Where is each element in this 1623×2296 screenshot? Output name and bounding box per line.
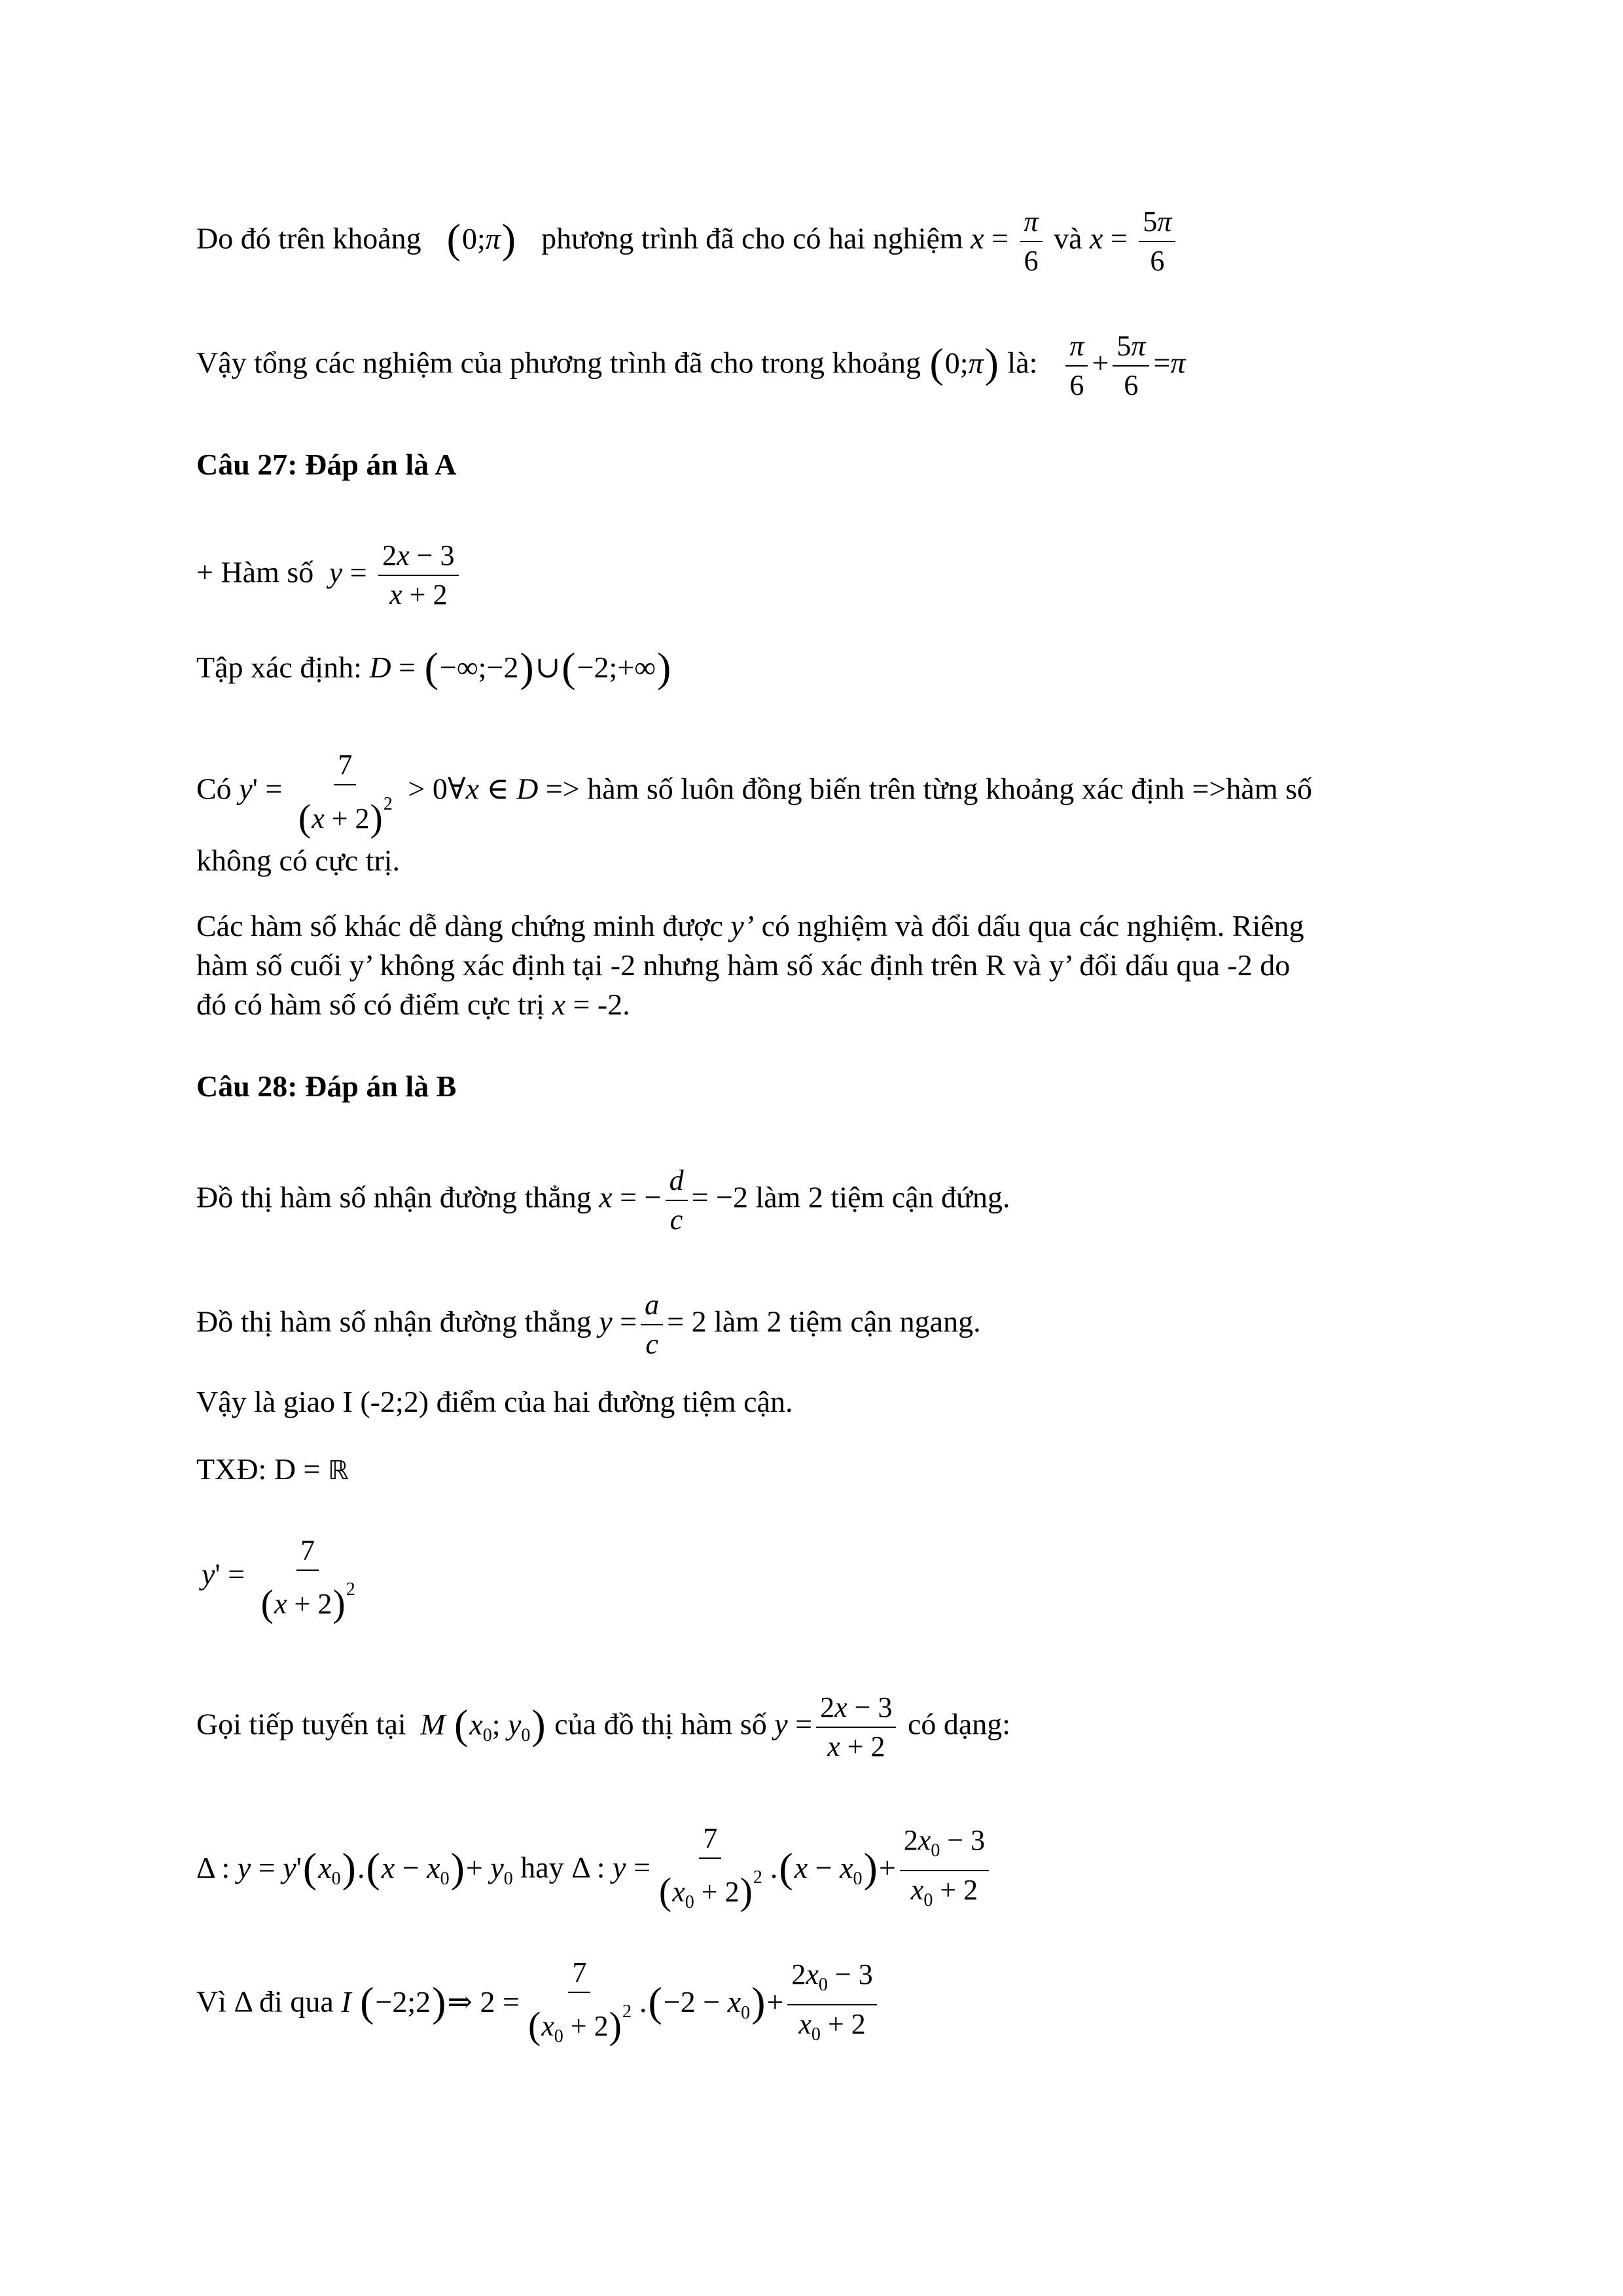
text: + Hàm số	[196, 555, 314, 589]
q28-line-1: Đồ thị hàm số nhận đường thẳng x = − $\frac{d}{c}$ = −2 làm 2 tiệm cận đứng.	[196, 1162, 1440, 1239]
text: hàm số cuối y’ không xác định tại -2 nhưng hàm số xác định trên R và y’ đổi dấu qua -2 do	[196, 948, 1291, 982]
q28-derivative: y' = $\frac{7}{(x + 2)^2}$	[202, 1532, 1445, 1623]
text: y’	[730, 909, 755, 942]
q28-line-2: Đồ thị hàm số nhận đường thẳng y = $\frac{a}{c}$ = 2 làm 2 tiệm cận ngang.	[196, 1286, 1440, 1363]
text: Có	[196, 772, 232, 806]
fraction-tangent-y0: $\frac{2x_0 - 3}{x_0 + 2}$	[787, 1956, 876, 2054]
q28-line-3: Vậy là giao I (-2;2) điểm của hai đường tiệm cận.	[196, 1385, 793, 1418]
fraction-5pi-6: $\frac{5\pi}{6}$	[1113, 327, 1149, 404]
text: có nghiệm và đổi dấu qua các nghiệm. Riêng	[761, 909, 1304, 942]
fraction-pi-6: $\frac{\pi}{6}$	[1065, 327, 1088, 404]
q28-line-7: Vì Δ đi qua I (−2;2)⇒ 2 = $\frac{7}{(x_0 + 2)^2}$ $.(-2 - x_0)+$ $\frac{2x_0 - 3}{x_0 + 2}$	[196, 1954, 1440, 2056]
fraction-function: $\frac{2x - 3}{x + 2}$	[816, 1689, 896, 1766]
math-root-2: x =	[1090, 221, 1128, 255]
q27-line-1: + Hàm số y = $\frac{2x - 3}{x + 2}$	[196, 537, 1440, 614]
q28-line-6: Δ : $y = y'(x_0).(x - x_0)+ y_0$ hay Δ : y = $\frac{7}{(x_0 + 2)^2}$ $.(x - x_0)+$ $\frac{2x_0 - 3}{x_0 + 2}$	[196, 1820, 1440, 1922]
text: có dạng:	[907, 1707, 1011, 1741]
fraction-5pi-6: $\frac{5\pi}{6}$	[1139, 203, 1175, 280]
text: của đồ thị hàm số	[554, 1707, 767, 1741]
text: phương trình đã cho có hai nghiệm	[541, 221, 963, 255]
q28-line-4: TXĐ: D = ℝ	[196, 1452, 349, 1486]
math-root-1: x =	[971, 221, 1009, 255]
q27-paragraph	[196, 906, 1440, 1024]
math-interval: (0;π)	[446, 215, 516, 262]
fraction-tangent-slope: $\frac{7}{(x_0 + 2)^2}$	[654, 1820, 766, 1922]
math-interval: (0;π)	[929, 339, 999, 386]
fraction-derivative: $\frac{7}{(x + 2)^2}$	[294, 746, 397, 838]
intro-line-1	[196, 203, 1440, 280]
intro-line-2: Vậy tổng các nghiệm của phương trình đã cho trong khoảng (0;π) là: $\frac{\pi}{6}$ + $\frac{5\pi}{6}$ =π	[196, 327, 1440, 404]
text: làm 2 tiệm cận đứng.	[755, 1180, 1010, 1214]
q27-heading: Câu 27: Đáp án là A	[196, 448, 457, 481]
fraction-tangent-slope: $\frac{7}{(x_0 + 2)^2}$	[524, 1954, 635, 2056]
q27-line-4: không có cực trị.	[196, 844, 401, 877]
q27-line-2: Tập xác định: D = (−∞;−2)∪(−2;+∞)	[196, 644, 671, 691]
text: Vậy tổng các nghiệm của phương trình đã cho trong khoảng	[196, 346, 921, 380]
text: đi qua	[259, 1984, 334, 2018]
text: Vì	[196, 1984, 226, 2018]
text: đó có hàm số có điểm cực trị	[196, 988, 545, 1021]
fraction-a-c: $\frac{a}{c}$	[641, 1286, 663, 1363]
text: Đồ thị hàm số nhận đường thẳng	[196, 1180, 592, 1214]
text: Các hàm số khác dễ dàng chứng minh được	[196, 909, 723, 942]
fraction-tangent-y0: $\frac{2x_0 - 3}{x_0 + 2}$	[900, 1821, 989, 1920]
text: Đồ thị hàm số nhận đường thẳng	[196, 1304, 592, 1338]
text: Gọi tiếp tuyến tại	[196, 1707, 406, 1741]
text: TXĐ: D =	[196, 1452, 321, 1486]
fraction-d-c: $\frac{d}{c}$	[666, 1162, 688, 1239]
fraction-derivative: $\frac{7}{(x + 2)^2}$	[257, 1532, 359, 1623]
fraction-pi-6: $\frac{\pi}{6}$	[1020, 203, 1043, 280]
text: => hàm số luôn đồng biến trên từng khoảng xác định =>hàm số	[545, 772, 1313, 806]
fraction-function: $\frac{2x - 3}{x + 2}$	[378, 537, 458, 614]
text: = -2.	[573, 988, 630, 1021]
text: và	[1054, 221, 1082, 255]
text: Tập xác định:	[196, 651, 362, 684]
text: là:	[1007, 346, 1038, 380]
q27-line-3: Có y' = $\frac{7}{(x + 2)^2}$ > 0∀x ∈ D => hàm số luôn đồng biến trên từng khoảng xác định =>hàm số	[196, 746, 1440, 838]
text: Do đó trên khoảng	[196, 221, 421, 255]
q28-line-5: Gọi tiếp tuyến tại M ($x_0$; $y_0$) của đồ thị hàm số y = $\frac{2x - 3}{x + 2}$ có dạng:	[196, 1689, 1440, 1766]
text: x	[552, 988, 565, 1021]
text: làm 2 tiệm cận ngang.	[714, 1304, 981, 1338]
text: hay	[520, 1850, 564, 1884]
q28-heading: Câu 28: Đáp án là B	[196, 1069, 457, 1103]
